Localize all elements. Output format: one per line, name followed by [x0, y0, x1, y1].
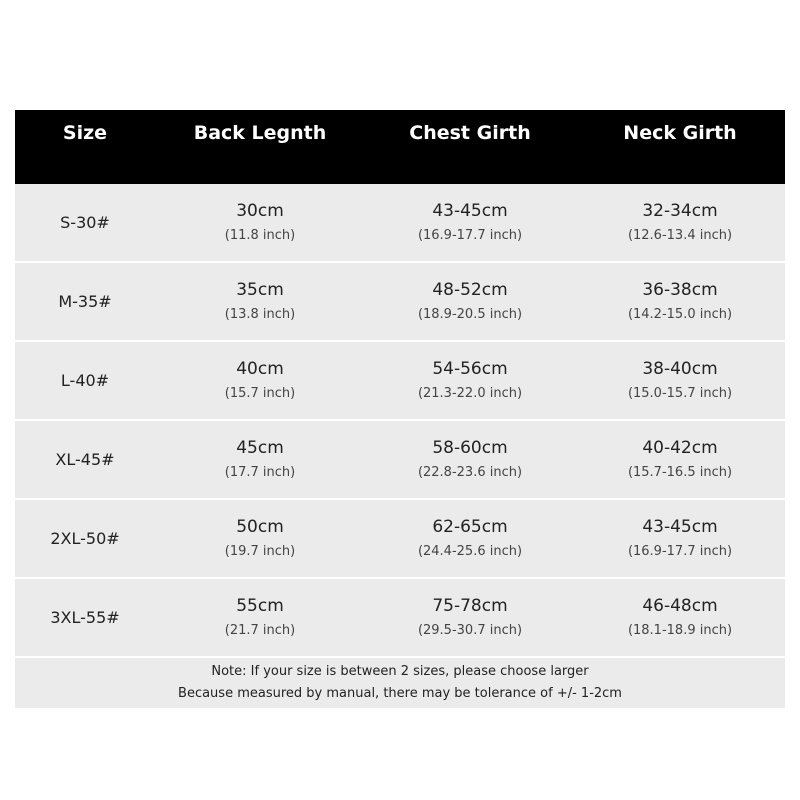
chest-girth-cell: [365, 200, 575, 246]
back-length-cell: [155, 200, 365, 246]
neck-girth-cm: 38-40cm: [642, 358, 718, 379]
table-row: [15, 263, 785, 342]
neck-girth-inch: (18.1-18.9 inch): [627, 622, 733, 638]
table-header: [15, 110, 785, 184]
table-row: [15, 500, 785, 579]
chest-girth-inch: (24.4-25.6 inch): [417, 543, 523, 559]
neck-girth-cm: 46-48cm: [642, 595, 718, 616]
neck-girth-cm: 40-42cm: [642, 437, 718, 458]
back-length-cell: [155, 279, 365, 325]
size-note: [15, 658, 785, 708]
header-chest-girth: Chest Girth: [409, 122, 531, 144]
chest-girth-cell: [365, 358, 575, 404]
neck-girth-cell: [575, 437, 785, 483]
back-length-cm: 35cm: [236, 279, 284, 300]
neck-girth-cell: [575, 516, 785, 562]
back-length-inch: (21.7 inch): [224, 622, 296, 638]
back-length-cell: [155, 516, 365, 562]
neck-girth-cell: [575, 358, 785, 404]
chest-girth-cm: 48-52cm: [432, 279, 508, 300]
header-size: Size: [62, 122, 108, 144]
neck-girth-inch: (14.2-15.0 inch): [627, 306, 733, 322]
back-length-inch: (11.8 inch): [224, 227, 296, 243]
note-line-1: Note: If your size is between 2 sizes, please choose larger: [211, 664, 589, 679]
back-length-cm: 45cm: [236, 437, 284, 458]
table-row: [15, 184, 785, 263]
chest-girth-inch: (16.9-17.7 inch): [417, 227, 523, 243]
neck-girth-inch: (15.7-16.5 inch): [627, 464, 733, 480]
chest-girth-cm: 75-78cm: [432, 595, 508, 616]
neck-girth-cm: 43-45cm: [642, 516, 718, 537]
back-length-cm: 50cm: [236, 516, 284, 537]
size-label: M-35#: [58, 292, 112, 311]
note-line-2: Because measured by manual, there may be tolerance of +/- 1-2cm: [178, 686, 622, 701]
size-label: 3XL-55#: [50, 608, 120, 627]
neck-girth-cell: [575, 595, 785, 641]
back-length-cell: [155, 595, 365, 641]
chest-girth-cm: 62-65cm: [432, 516, 508, 537]
neck-girth-inch: (16.9-17.7 inch): [627, 543, 733, 559]
chest-girth-inch: (22.8-23.6 inch): [417, 464, 523, 480]
neck-girth-cell: [575, 279, 785, 325]
size-label: L-40#: [60, 371, 110, 390]
neck-girth-cm: 36-38cm: [642, 279, 718, 300]
chest-girth-cell: [365, 516, 575, 562]
neck-girth-cell: [575, 200, 785, 246]
chest-girth-cm: 43-45cm: [432, 200, 508, 221]
table-row: [15, 421, 785, 500]
chest-girth-cell: [365, 437, 575, 483]
size-label: XL-45#: [55, 450, 115, 469]
back-length-cell: [155, 358, 365, 404]
chest-girth-cell: [365, 595, 575, 641]
neck-girth-inch: (15.0-15.7 inch): [627, 385, 733, 401]
size-label: 2XL-50#: [50, 529, 120, 548]
chest-girth-inch: (18.9-20.5 inch): [417, 306, 523, 322]
back-length-inch: (17.7 inch): [224, 464, 296, 480]
header-neck-girth: Neck Girth: [623, 122, 737, 144]
size-chart-table: [15, 110, 785, 708]
header-back-length: Back Legnth: [193, 122, 327, 144]
neck-girth-inch: (12.6-13.4 inch): [627, 227, 733, 243]
back-length-inch: (19.7 inch): [224, 543, 296, 559]
chest-girth-inch: (21.3-22.0 inch): [417, 385, 523, 401]
chest-girth-cell: [365, 279, 575, 325]
size-label: S-30#: [60, 213, 110, 232]
back-length-cell: [155, 437, 365, 483]
back-length-inch: (15.7 inch): [224, 385, 296, 401]
back-length-inch: (13.8 inch): [224, 306, 296, 322]
neck-girth-cm: 32-34cm: [642, 200, 718, 221]
back-length-cm: 30cm: [236, 200, 284, 221]
chest-girth-cm: 54-56cm: [432, 358, 508, 379]
chest-girth-cm: 58-60cm: [432, 437, 508, 458]
chest-girth-inch: (29.5-30.7 inch): [417, 622, 523, 638]
back-length-cm: 55cm: [236, 595, 284, 616]
table-row: [15, 579, 785, 658]
table-row: [15, 342, 785, 421]
back-length-cm: 40cm: [236, 358, 284, 379]
